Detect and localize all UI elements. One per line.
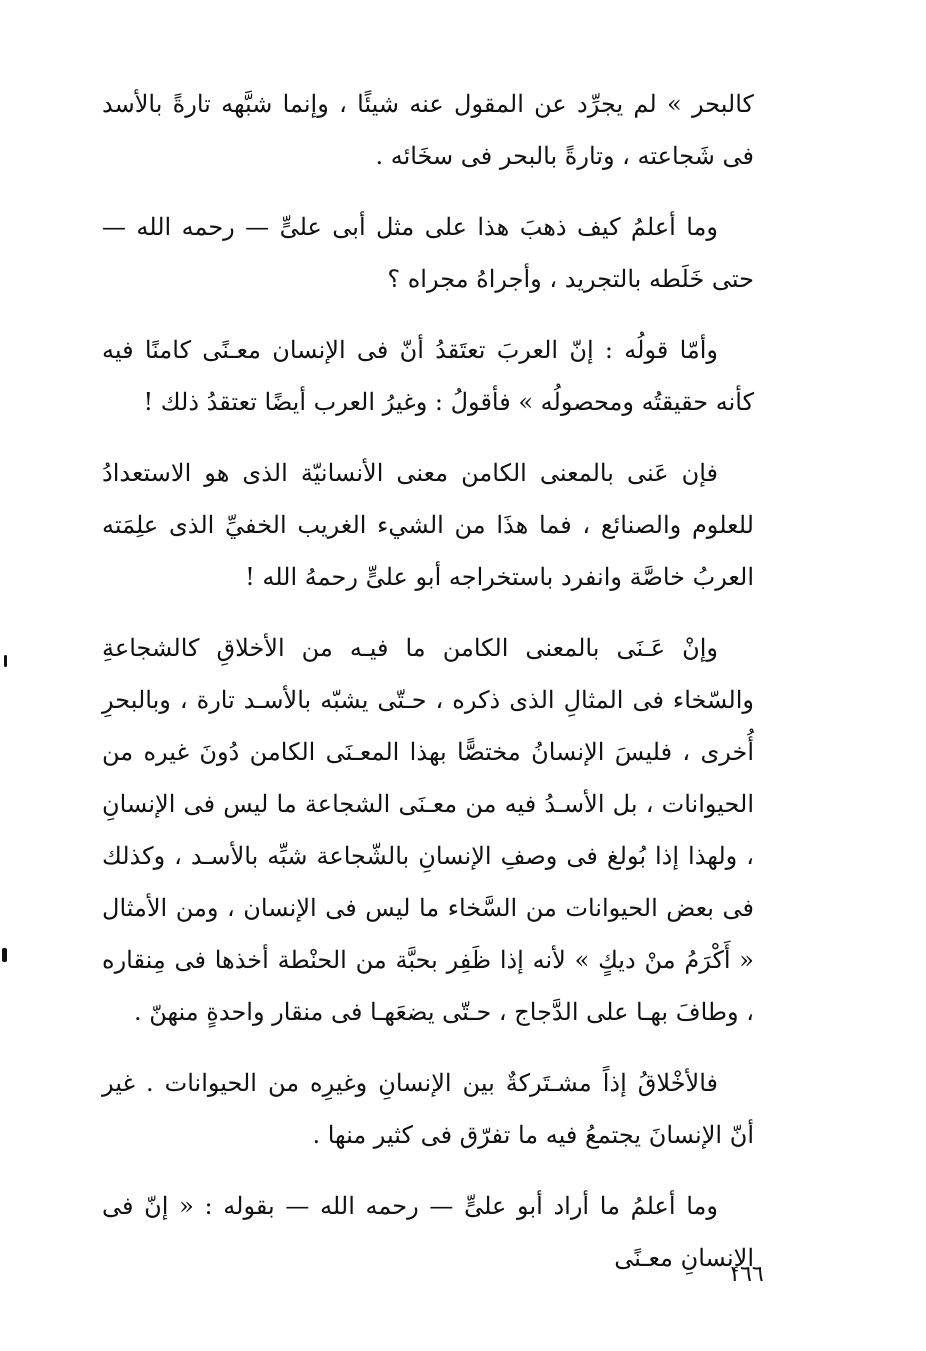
paragraph-6: فالأخْلاقُ إذاً مشـتَركةٌ بين الإنسانِ وغيرِه من الحيوانات . غير أنّ الإنسانَ يجتمعُ فيه ما تفرّق فى كثير منها . xyxy=(102,1069,754,1149)
paragraph-7: وما أعلمُ ما أراد أبو علىٍّ — رحمه الله — بقوله : « إنّ فى الإنسانِ معـنًى xyxy=(102,1192,754,1272)
page-body xyxy=(102,78,754,1303)
margin-mark xyxy=(2,948,7,962)
paragraph-1: كالبحر » لم يجرِّد عن المقول عنه شيئًا ، وإنما شبَّهه تارةً بالأسد فى شَجاعته ، وتارةً بالبحر فى سخَائه . xyxy=(102,90,754,170)
paragraph-2: وما أعلمُ كيف ذهبَ هذا على مثل أبى علىٍّ — رحمه الله — حتى خَلَطه بالتجريد ، وأجراهُ مجراه ؟ xyxy=(102,213,754,293)
paragraph-3: وأمّا قولُه : إنّ العربَ تعتَقدُ أنّ فى الإنسان معـنًى كامنًا فيه كأنه حقيقتُه ومحصولُه » فأقولُ : وغيرُ العرب أيضًا تعتقدُ ذلك ! xyxy=(102,336,754,416)
paragraph-5: وإنْ عَـنَى بالمعنى الكامن ما فيـه من الأخلاقِ كالشجاعةِ والسّخاء فى المثالِ الذى ذكره ، حـتّى يشبّه بالأسـد تارة ، وبالبحرِ أُخرى ، فليسَ الإنسانُ مختصًّا بهذا المعـنَى الكامن دُونَ غيره من الحيوانات ، بل الأسـدُ فيه من معـنَى الشجاعة ما ليس فى الإنسانِ ، ولهذا إذا بُولغ فى وصفِ الإنسانِ بالشّجاعة شبِّه بالأسـد ، وكذلك فى بعض الحيوانات من السَّخاء ما ليس فى الإنسان ، ومن الأمثال « أَكْرَمُ منْ ديكٍ » لأنه إذا ظَفِر بحبَّة من الحنْطة أخذها فى مِنقاره ، وطافَ بهـا على الدَّجاج ، حـتّى يضعَهـا فى منقار واحدةٍ منهنّ . xyxy=(102,634,754,1026)
page-number: ١٦٦ xyxy=(728,1262,764,1287)
paragraph-4: فإن عَنى بالمعنى الكامن معنى الأنسانيّة الذى هو الاستعدادُ للعلوم والصنائع ، فما هذَا من الشيء الغريب الخفيِّ الذى علِمَته العربُ خاصَّة وانفرد باستخراجه أبو علىٍّ رحمهُ الله ! xyxy=(102,459,754,591)
margin-mark xyxy=(4,655,7,667)
